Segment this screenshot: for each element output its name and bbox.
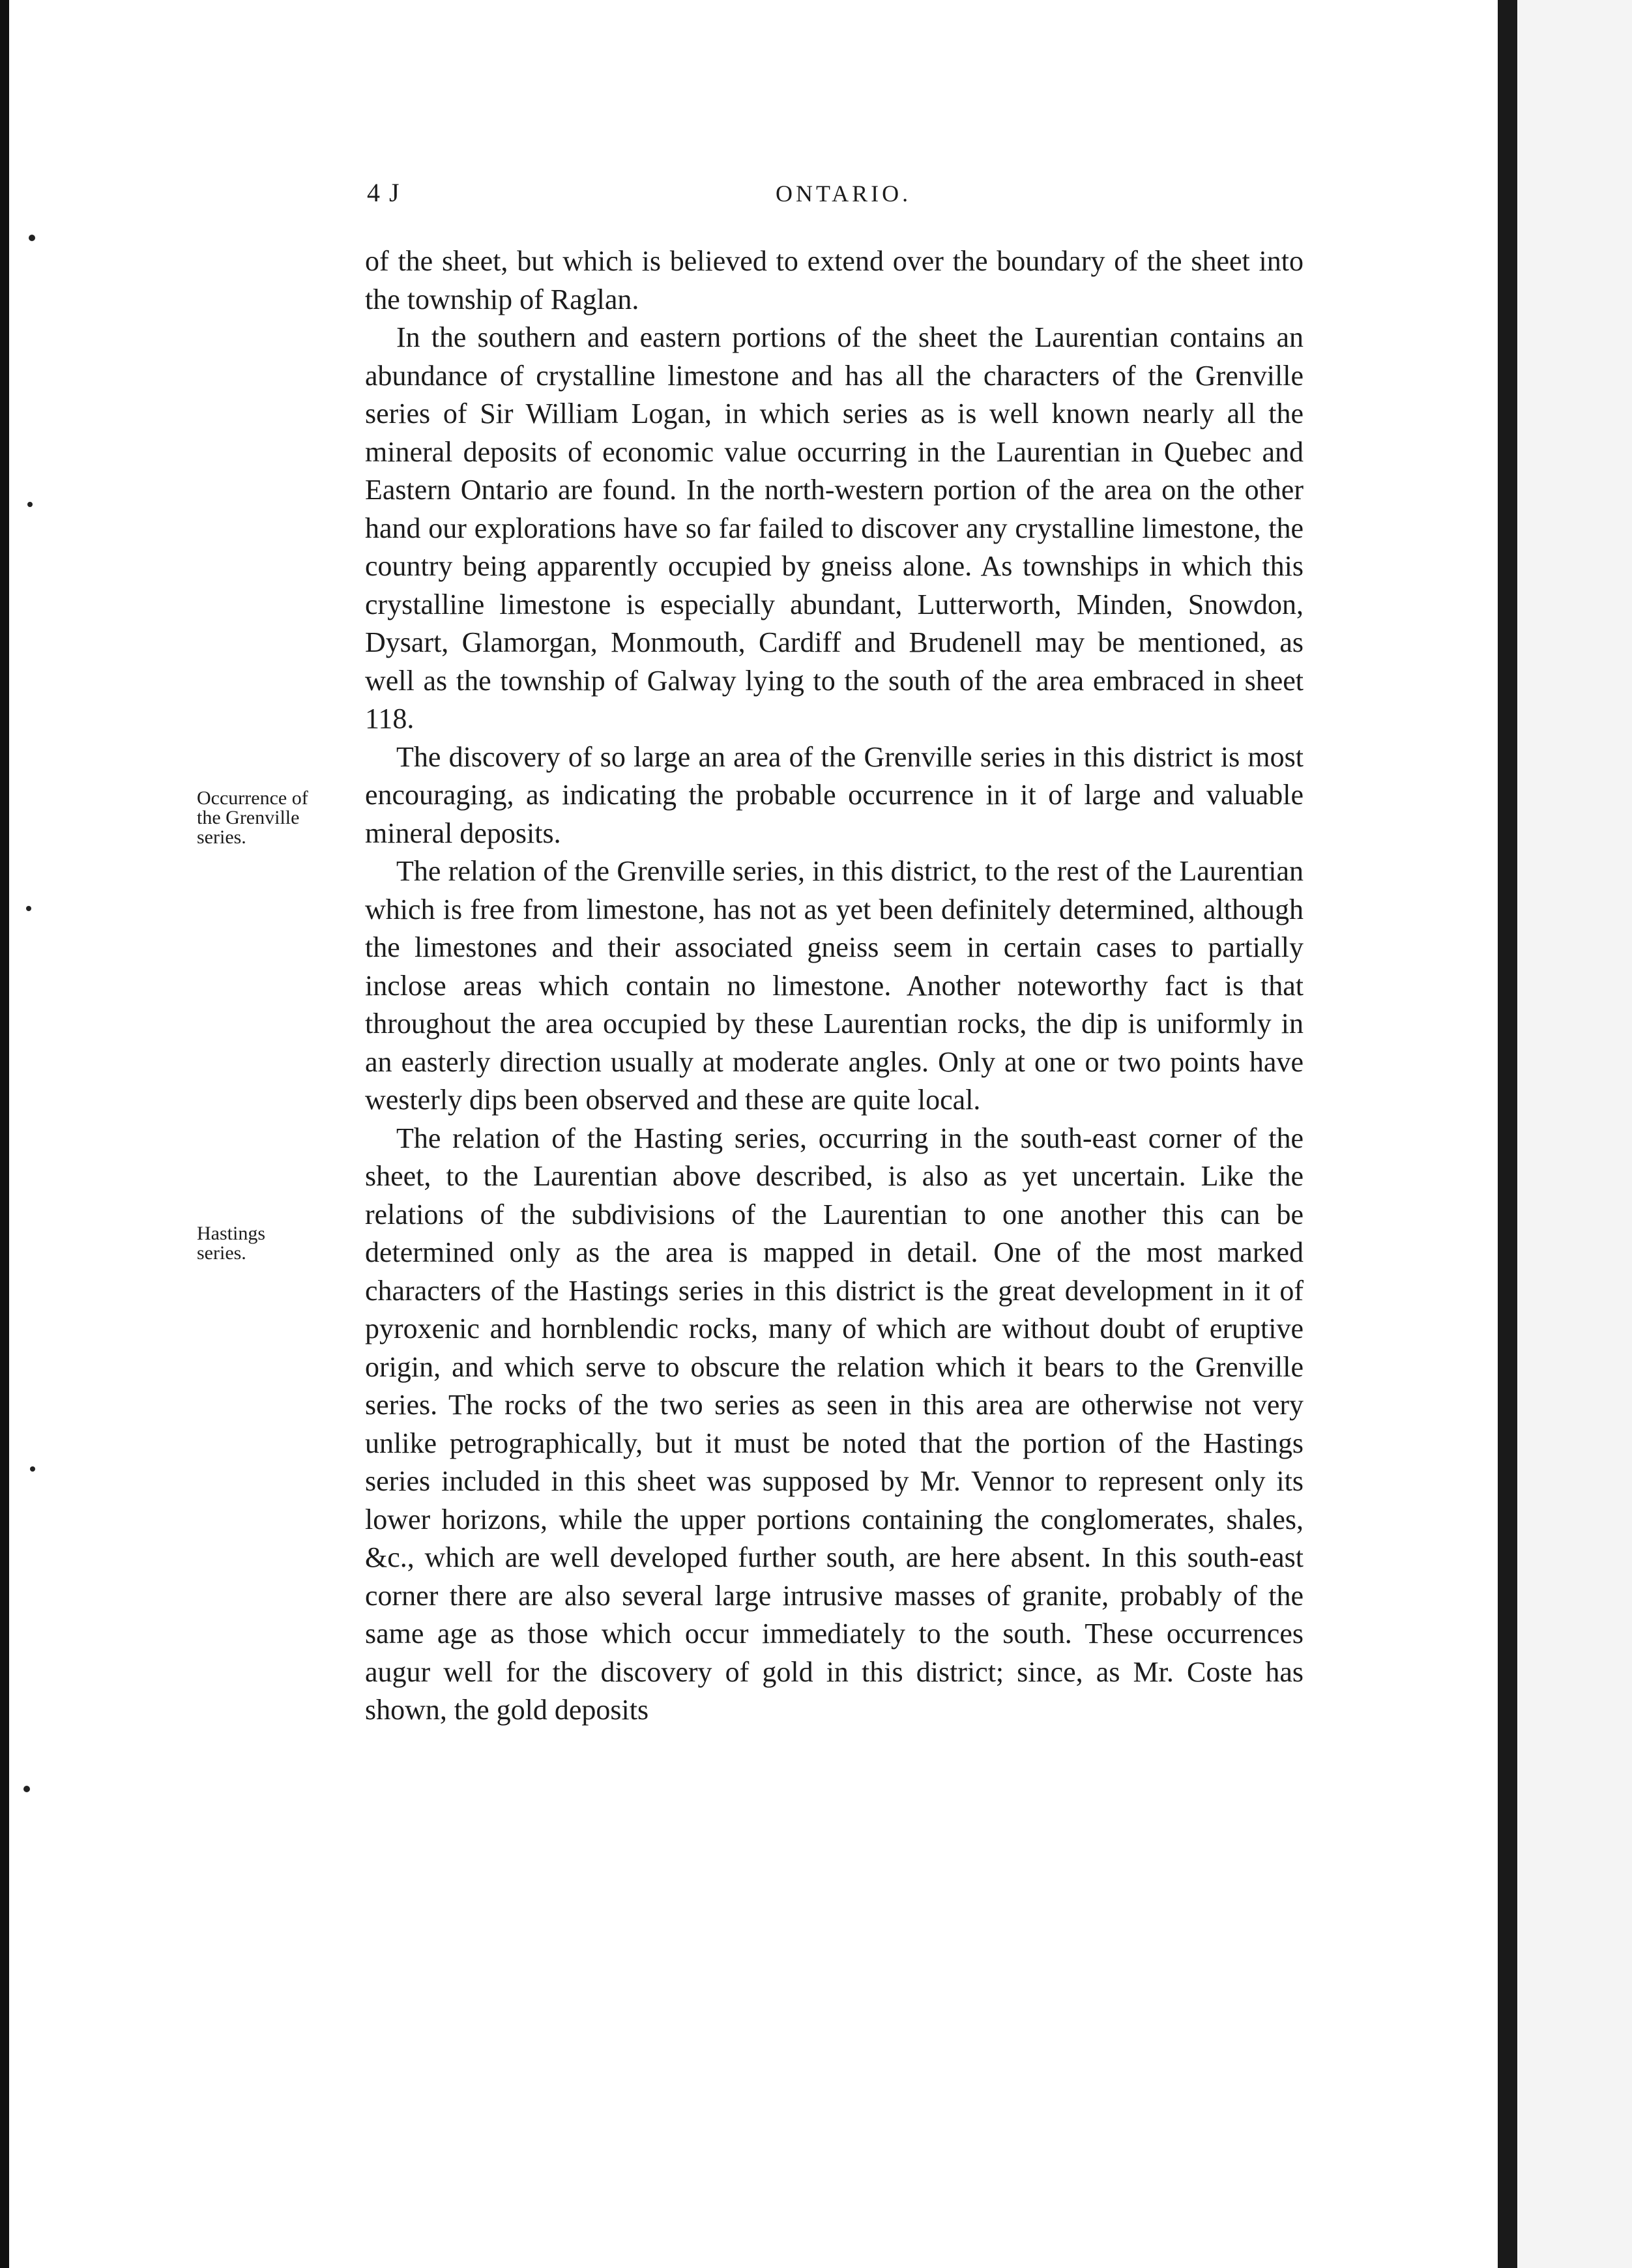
scan-right-margin [1517, 0, 1632, 2268]
side-note-line: Hastings [197, 1223, 265, 1244]
scan-speck [26, 906, 31, 911]
side-note-line: series. [197, 826, 246, 848]
side-note-line: Occurrence of [197, 787, 308, 809]
paragraph: The discovery of so large an area of the Grenville series in this district is most encouraging, as indicating the probable occurrence in it of large and valuable mineral deposits. [365, 740, 1304, 849]
side-note-hastings [197, 1224, 265, 1263]
scan-right-gutter [1498, 0, 1517, 2268]
scan-left-edge [0, 0, 9, 2268]
scan-speck [23, 1786, 30, 1792]
paragraph: The relation of the Grenville series, in this district, to the rest of the Laurentian which is free from limestone, has not as yet been definitely determined, although the limestones and their associated gneiss seem in certain cases to partially inclose areas which contain no limestone. Another noteworthy fact is that throughout the area occupied by these Laurentian rocks, the dip is uniformly in an easterly direction usually at moderate angles. Only at one or two points have westerly dips been observed and these are quite local. [365, 855, 1304, 1116]
paragraph: The relation of the Hasting series, occurring in the south-east corner of the sheet, to the Laurentian above described, is also as yet uncertain. Like the relations of the subdivisions of the Laurentian to one another this can be determined only as the area is mapped in detail. One of the most marked characters of the Hastings series in this district is the great development in it of pyroxenic and hornblendic rocks, many of which are without doubt of eruptive origin, and which serve to obscure the relation which it bears to the Grenville series. The rocks of the two series as seen in this area are otherwise not very unlike petrographically, but it must be noted that the portion of the Hastings series included in this sheet was supposed by Mr. Vennor to represent only its lower horizons, while the upper portions containing the conglomerates, shales, &c., which are well developed further south, are here absent. In this south-east corner there are also several large intrusive masses of granite, probably of the same age as those which occur immediately to the south. These occurrences augur well for the discovery of gold in this district; since, as Mr. Coste has shown, the gold deposits [365, 1122, 1304, 1726]
page-number: 4 J [367, 178, 401, 207]
side-note-line: the Grenville [197, 807, 300, 828]
side-note-grenville [197, 789, 308, 847]
scan-speck [30, 1466, 35, 1472]
paragraph: In the southern and eastern portions of the sheet the Laurentian contains an abundance of crystalline limestone and has all the characters of the Grenville series of Sir William Logan, in which series as is well known nearly all the mineral deposits of economic value occurring in the Laurentian in Quebec and Eastern Ontario are found. In the north-western portion of the area on the other hand our explorations have so far failed to discover any crystalline limestone, the country being apparently occupied by gneiss alone. As townships in which this crystalline limestone is especially abundant, Lutterworth, Minden, Snowdon, Dysart, Glamorgan, Monmouth, Cardiff and Brudenell may be mentioned, as well as the township of Galway lying to the south of the area embraced in sheet 118. [365, 321, 1304, 734]
side-note-line: series. [197, 1242, 246, 1264]
body-text [365, 242, 1304, 1730]
scan-speck [27, 502, 33, 507]
running-title: ONTARIO. [776, 181, 912, 207]
scan-speck [29, 235, 35, 241]
paragraph: of the sheet, but which is believed to extend over the boundary of the sheet into the township of Raglan. [365, 245, 1304, 315]
